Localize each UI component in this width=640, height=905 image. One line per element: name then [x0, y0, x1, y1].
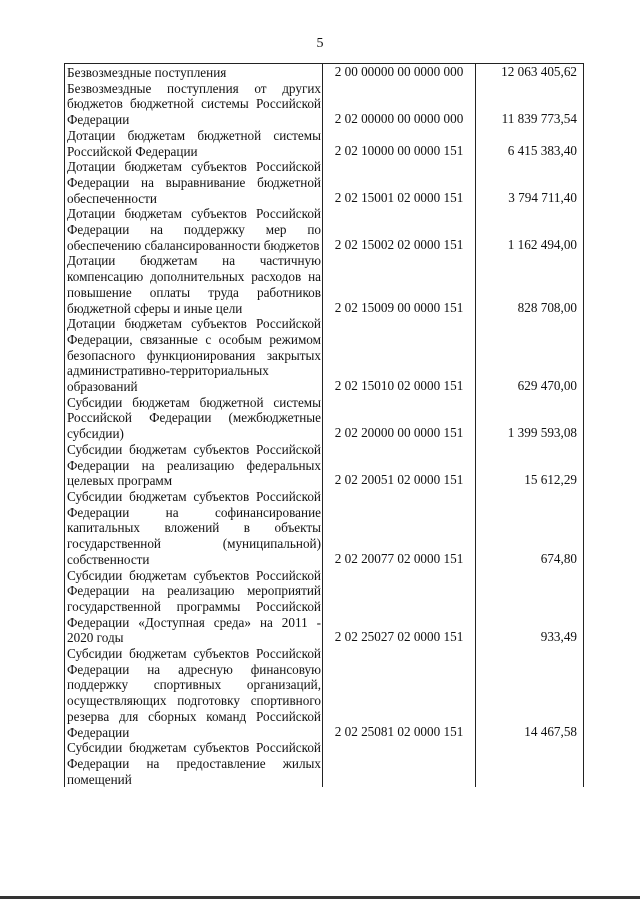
row-name-cell: Субсидии бюджетам бюджетной системы Российской Федерации (межбюджетные субсидии)	[65, 395, 323, 442]
row-name-cell: Дотации бюджетам бюджетной системы Российской Федерации	[65, 128, 323, 159]
budget-revenue-table	[64, 63, 584, 787]
row-code-cell: 2 02 10000 00 0000 151	[323, 128, 476, 159]
row-amount-cell: 11 839 773,54	[476, 81, 584, 128]
row-amount-cell: 3 794 711,40	[476, 159, 584, 206]
row-name-cell: Субсидии бюджетам субъектов Российской Федерации на адресную финансовую поддержку спортивных организаций, осуществляющих подготовку спортивного резерва для сборных команд Российской Федерации	[65, 646, 323, 740]
table-row	[65, 568, 584, 647]
row-name-cell: Дотации бюджетам субъектов Российской Федерации на поддержку мер по обеспечению сбалансированности бюджетов	[65, 206, 323, 253]
row-amount-cell	[476, 740, 584, 787]
row-amount-cell: 933,49	[476, 568, 584, 647]
row-name-cell: Дотации бюджетам на частичную компенсацию дополнительных расходов на повышение оплаты труда работников бюджетной сферы и иные цели	[65, 253, 323, 316]
row-code-cell: 2 02 25027 02 0000 151	[323, 568, 476, 647]
row-code-cell	[323, 740, 476, 787]
row-name-cell: Дотации бюджетам субъектов Российской Федерации на выравнивание бюджетной обеспеченности	[65, 159, 323, 206]
table-row	[65, 395, 584, 442]
row-amount-cell: 629 470,00	[476, 316, 584, 395]
table-row	[65, 81, 584, 128]
table-row	[65, 442, 584, 489]
row-name-cell: Безвозмездные поступления	[65, 64, 323, 81]
row-name-cell: Субсидии бюджетам субъектов Российской Федерации на реализацию мероприятий государственной программы Российской Федерации «Доступная среда» на 2011 - 2020 годы	[65, 568, 323, 647]
row-code-cell: 2 02 25081 02 0000 151	[323, 646, 476, 740]
row-amount-cell: 6 415 383,40	[476, 128, 584, 159]
row-code-cell: 2 02 15001 02 0000 151	[323, 159, 476, 206]
table-row	[65, 646, 584, 740]
table-row	[65, 64, 584, 81]
row-name-cell: Дотации бюджетам субъектов Российской Федерации, связанные с особым режимом безопасного функционирования закрытых административно-территориальных образований	[65, 316, 323, 395]
row-amount-cell: 828 708,00	[476, 253, 584, 316]
row-code-cell: 2 02 15010 02 0000 151	[323, 316, 476, 395]
row-amount-cell: 1 162 494,00	[476, 206, 584, 253]
row-code-cell: 2 02 15002 02 0000 151	[323, 206, 476, 253]
row-name-cell: Субсидии бюджетам субъектов Российской Федерации на предоставление жилых помещений	[65, 740, 323, 787]
table-row	[65, 206, 584, 253]
table-body	[65, 64, 584, 788]
table-row	[65, 489, 584, 568]
table-row	[65, 316, 584, 395]
row-amount-cell: 15 612,29	[476, 442, 584, 489]
row-amount-cell: 14 467,58	[476, 646, 584, 740]
page-number: 5	[316, 36, 324, 51]
row-name-cell: Субсидии бюджетам субъектов Российской Федерации на реализацию федеральных целевых программ	[65, 442, 323, 489]
row-code-cell: 2 02 20051 02 0000 151	[323, 442, 476, 489]
bottom-rule	[0, 896, 640, 899]
table-row	[65, 128, 584, 159]
row-amount-cell: 1 399 593,08	[476, 395, 584, 442]
row-amount-cell: 674,80	[476, 489, 584, 568]
row-code-cell: 2 02 15009 00 0000 151	[323, 253, 476, 316]
row-name-cell: Безвозмездные поступления от других бюджетов бюджетной системы Российской Федерации	[65, 81, 323, 128]
row-code-cell: 2 02 00000 00 0000 000	[323, 81, 476, 128]
row-amount-cell: 12 063 405,62	[476, 64, 584, 81]
row-code-cell: 2 00 00000 00 0000 000	[323, 64, 476, 81]
table-row	[65, 740, 584, 787]
row-code-cell: 2 02 20000 00 0000 151	[323, 395, 476, 442]
row-code-cell: 2 02 20077 02 0000 151	[323, 489, 476, 568]
row-name-cell: Субсидии бюджетам субъектов Российской Федерации на софинансирование капитальных вложений в объекты государственной (муниципальной) собственности	[65, 489, 323, 568]
table-row	[65, 253, 584, 316]
table-row	[65, 159, 584, 206]
